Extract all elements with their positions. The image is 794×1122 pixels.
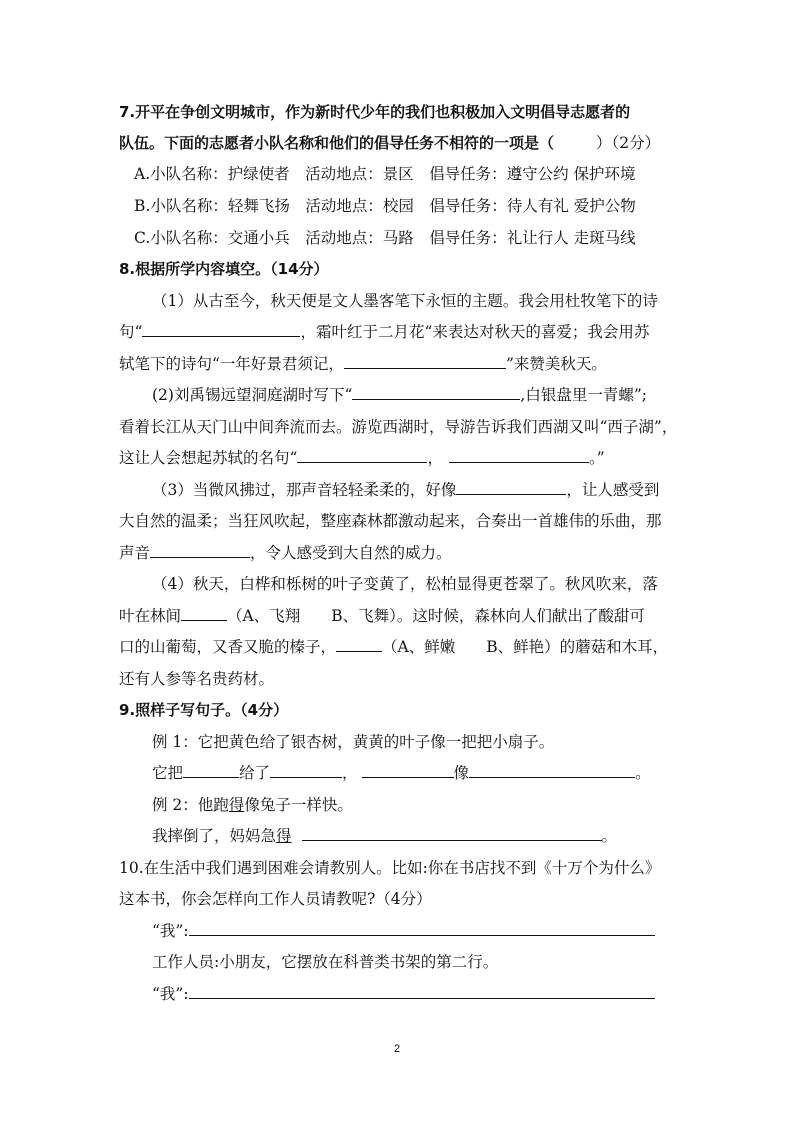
q8-p4-line2 — [119, 605, 645, 627]
q8-p1-line2 — [119, 321, 649, 343]
q8-title: 8.根据所学内容填空。（14分） — [119, 260, 329, 278]
q7-line2 — [119, 132, 660, 154]
q9-s1-part-e: 。 — [635, 764, 651, 782]
q8-p4-line3 — [119, 636, 668, 658]
q8-p4-line3-a: 口的山葡萄，又香又脆的榛子， — [119, 638, 337, 656]
page-number: 2 — [393, 1043, 401, 1055]
answer-blank-3[interactable] — [352, 384, 520, 400]
q8-p1-line1: （1）从古至今，秋天便是文人墨客笔下永恒的主题。我会用杜牧笔下的诗 — [152, 292, 658, 310]
answer-blank-4[interactable] — [297, 447, 427, 463]
answer-blank-7[interactable] — [150, 542, 250, 558]
q10-me-line-1 — [152, 920, 655, 942]
answer-blank-11[interactable] — [270, 762, 342, 778]
q8-p3-line1-a: （3）当微风拂过，那声音轻轻柔柔的，好像 — [152, 481, 457, 499]
answer-blank-10[interactable] — [183, 762, 239, 778]
answer-blank-5[interactable] — [449, 447, 589, 463]
q9-s2-part-c: 。 — [601, 827, 618, 845]
q8-p2-line3 — [119, 447, 605, 469]
q8-p4-line2-b: （A、飞翔 B、飞舞）。这时候，森林向人们献出了酸甜可 — [227, 607, 645, 625]
answer-line-2[interactable] — [189, 983, 655, 999]
q8-p1-line2-a: 句“ — [119, 323, 143, 341]
q8-p2-line1-a: (2)刘禹锡远望洞庭湖时写下“ — [152, 386, 353, 404]
answer-blank-2[interactable] — [344, 353, 506, 369]
q10-me-line-2 — [152, 983, 655, 1005]
q8-p2-line3-b: ， — [427, 449, 443, 467]
q9-s2-emphasis: 得 — [276, 827, 292, 845]
q9-s1-part-d: 像 — [453, 764, 470, 782]
q8-p3-line3-b: ，令人感受到大自然的威力。 — [250, 544, 452, 562]
q9-s1-part-b: 给了 — [239, 764, 271, 782]
q8-p2-line2: 看着长江从天门山中间奔流而去。游览西湖时，导游告诉我们西湖又叫“西子湖”， — [119, 418, 678, 436]
answer-blank-13[interactable] — [469, 762, 635, 778]
q10-staff-line: 工作人员:小朋友，它摆放在科普类书架的第二行。 — [152, 953, 499, 971]
q8-p3-line3 — [119, 542, 452, 564]
q8-p1-line2-b: ，霜叶红于二月花“来表达对秋天的喜爱；我会用苏 — [300, 323, 650, 341]
q10-line1: 10.在生活中我们遇到困难会请教别人。比如:你在书店找不到《十万个为什么》 — [119, 859, 661, 877]
q8-p4-line3-b: （A、鲜嫩 B、鲜艳）的蘑菇和木耳， — [382, 638, 669, 656]
q10-me-label-1: “我”: — [152, 922, 189, 940]
q7-option-c: C.小队名称：交通小兵 活动地点：马路 倡导任务：礼让行人 走斑马线 — [134, 229, 636, 247]
q9-s1-part-c: ， — [342, 764, 358, 782]
q8-p3-line1 — [152, 479, 659, 501]
q9-s1-part-a: 它把 — [152, 764, 184, 782]
q8-p1-line3 — [119, 353, 607, 375]
q7-option-a: A.小队名称：护绿使者 活动地点：景区 倡导任务：遵守公约 保护环境 — [134, 165, 636, 183]
q10-line2: 这本书，你会怎样向工作人员请教呢?（4分） — [119, 890, 432, 908]
q9-ex2-emphasis: 得 — [228, 796, 245, 814]
q8-p4-line4: 还有人参等名贵药材。 — [119, 670, 275, 688]
q8-p3-line2: 大自然的温柔；当狂风吹起，整座森林都激动起来，合奏出一首雄伟的乐曲，那 — [119, 512, 662, 530]
q9-s2-part-a: 我摔倒了，妈妈急 — [152, 827, 277, 845]
q9-sentence-1 — [152, 762, 651, 784]
q9-ex2-part-c: 像兔子一样快。 — [244, 796, 353, 814]
answer-blank-9[interactable] — [336, 636, 382, 652]
q9-sentence-2 — [152, 825, 617, 847]
q8-p1-line3-a: 轼笔下的诗句“一年好景君须记， — [119, 355, 344, 373]
q9-example-2 — [152, 794, 353, 816]
answer-blank-6[interactable] — [456, 479, 566, 495]
q8-p2-line3-c: 。” — [588, 449, 605, 467]
q8-p4-line2-a: 叶在林间 — [119, 607, 182, 625]
q8-p2-line1 — [152, 384, 647, 406]
q9-ex2-part-a: 例 2：他跑 — [152, 796, 229, 814]
answer-blank-12[interactable] — [362, 762, 454, 778]
q8-p2-line1-b: ,白银盘里一青螺”; — [520, 386, 647, 404]
q7-score: ）（2分） — [596, 134, 661, 152]
answer-line-1[interactable] — [189, 920, 655, 936]
answer-blank-8[interactable] — [181, 605, 227, 621]
q10-me-label-2: “我”: — [152, 985, 189, 1003]
answer-blank-14[interactable] — [302, 825, 602, 841]
q8-p4-line1: （4）秋天，白桦和栎树的叶子变黄了，松柏显得更苍翠了。秋风吹来，落 — [152, 575, 658, 593]
q7-line1: 7.开平在争创文明城市，作为新时代少年的我们也积极加入文明倡导志愿者的 — [119, 103, 631, 121]
q9-example-1: 例 1：它把黄色给了银杏树，黄黄的叶子像一把把小扇子。 — [152, 733, 555, 751]
q9-title: 9.照样子写句子。（4分） — [119, 701, 289, 719]
q8-p1-line3-b: ”来赞美秋天。 — [505, 355, 607, 373]
q8-p3-line1-b: ，让人感受到 — [566, 481, 660, 499]
q8-p2-line3-a: 这让人会想起苏轼的名句“ — [119, 449, 298, 467]
q8-p3-line3-a: 声音 — [119, 544, 151, 562]
q7-line2-text: 队伍。下面的志愿者小队名称和他们的倡导任务不相符的一项是（ — [119, 134, 555, 152]
answer-blank-1[interactable] — [142, 321, 300, 337]
q7-option-b: B.小队名称：轻舞飞扬 活动地点：校园 倡导任务：待人有礼 爱护公物 — [134, 197, 636, 215]
